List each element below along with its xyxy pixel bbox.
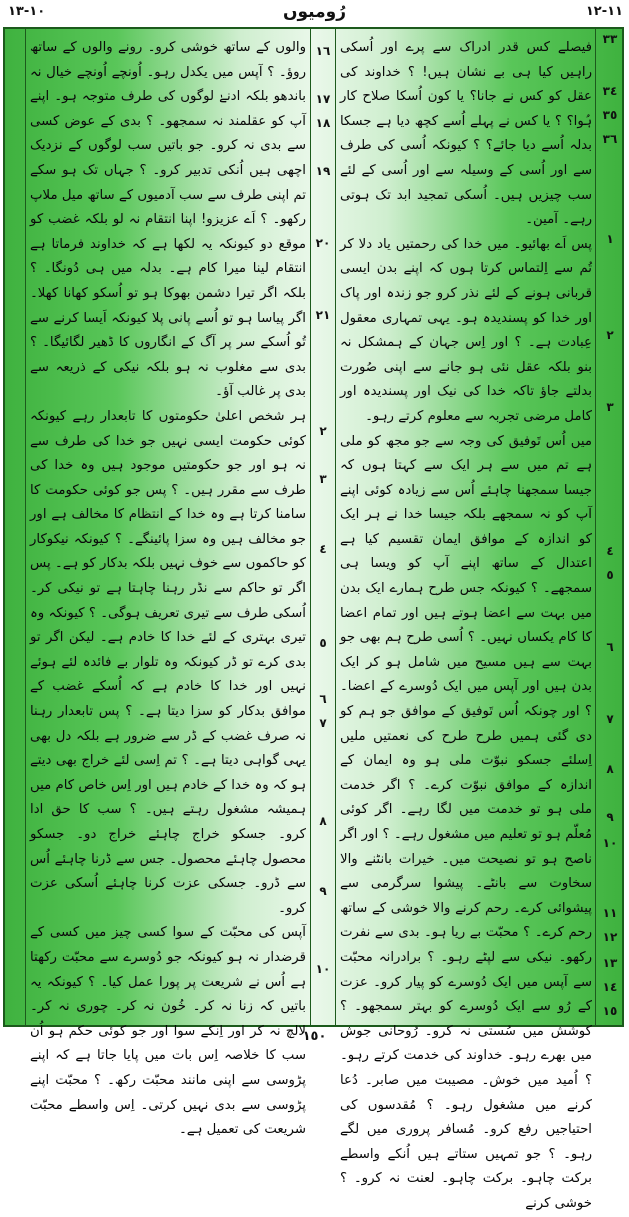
- verse-number-middle-1: ١٧: [315, 92, 331, 106]
- verse-number-right-7: ٤: [606, 544, 614, 558]
- book-title: رُومیوں: [283, 2, 346, 22]
- verse-number-right-12: ٩: [606, 810, 614, 824]
- verse-number-right-5: ٢: [606, 328, 614, 342]
- right-verse-numbers: [596, 32, 624, 1022]
- verse-number-middle-13: ٩: [319, 884, 327, 898]
- paragraph-ch12-end: والوں کے ساتھ خوشی کرو۔ رونے والوں کے ساتھ روؤ۔ ؟ آپس میں یکدل رہو۔ اُونچے اُونچے خیال نہ باندھو بلکہ ادنےٰ لوگوں کی طرف متوجہ ہو۔ اپنے آپ کو عقلمند نہ سمجھو۔ ؟ بدی کے عوض کسی سے بدی نہ کرو۔ جو باتیں سب لوگوں کے نزدیک اچھی ہیں اُنکی تدبیر کرو۔ ؟ جہاں تک ہو سکے تم اپنی طرف سے سب آدمیوں کے ساتھ میل ملاپ رکھو۔ ؟ اَے عزیزو! اپنا انتقام نہ لو بلکہ غضب کو موقع دو کیونکہ یہ لکھا ہے کہ خداوند فرماتا ہے انتقام لینا میرا کام ہے۔ بدلہ میں ہی دُونگا۔ ؟ بلکہ اگر تیرا دشمن بھوکا ہو تو اُسکو کھانا کھلا۔ اگر پیاسا ہو تو اُسے پانی پلا کیونکہ اَیسا کرنے سے تُو اُسکے سر پر آگ کے انگاروں کا ڈھیر لگائیگا۔ ؟ بدی سے مغلوب نہ ہو بلکہ نیکی کے ذریعہ سے بدی پر غالب آؤ۔: [30, 40, 306, 400]
- left-text-column: [30, 36, 306, 1138]
- verse-number-right-13: ١٠: [602, 836, 618, 850]
- verse-number-right-15: ١٢: [602, 930, 618, 944]
- header-chapter-right: ١١-١٢: [585, 4, 623, 19]
- verse-number-middle-6: ٢: [319, 424, 327, 438]
- page-header: [0, 0, 629, 28]
- verse-number-right-17: ١٤: [602, 980, 618, 994]
- verse-number-middle-8: ٤: [319, 542, 327, 556]
- verse-number-right-18: ١٥: [602, 1004, 618, 1018]
- verse-number-right-9: ٦: [606, 640, 614, 654]
- verse-number-middle-3: ١٩: [315, 164, 331, 178]
- paragraph-ch11-end: فیصلے کس قدر ادراک سے پرے اور اُسکی راہیں کیا ہی بے نشان ہیں! ؟ خداوند کی عقل کو کس نے جانا؟ یا کون اُسکا صلاح کار ہُوا؟ ؟ یا کس نے پہلے اُسے کچھ دیا ہے جسکا بدلہ اُسے دیا جائے؟ ؟ کیونکہ اُسی کی طرف سے اور اُسی کے وسیلہ سے اور اُسی کے لئے سب چیزیں ہیں۔ اُسکی تمجید ابد تک ہوتی رہے۔ آمین۔: [340, 40, 592, 228]
- verse-number-middle-2: ١٨: [315, 116, 331, 130]
- paragraph-ch12-gifts: میں اُس تَوفیق کی وجہ سے جو مجھ کو ملی ہے تم میں سے ہر ایک سے کہتا ہوں کہ جیسا سمجھنا چاہئے اُس سے زیادہ کوئی اپنے آپ کو نہ سمجھے بلکہ جیسا خدا نے ہر ایک کو اندازہ کے موافق ایمان تقسیم کیا ہے اعتدال کے ساتھ اپنے آپ کو ویسا ہی سمجھے۔ ؟ کیونکہ جس طرح ہمارے ایک بدن میں بہت سے اعضا ہوتے ہیں اور تمام اعضا کا کام یکساں نہیں۔ ؟ اُسی طرح ہم بھی جو بہت سے ہیں مسیح میں شامل ہو کر ایک بدن ہیں اور آپس میں ایک دُوسرے کے اعضا۔ ؟ اور چونکہ اُس تَوفیق کے موافق جو ہم کو دی گئی ہمیں طرح طرح کی نعمتیں ملیں اِسلئے جسکو نبوّت ملی ہو وہ ایمان کے اندازہ کے موافق نبوّت کرے۔ ؟ اگر خدمت ملی ہو تو خدمت میں لگا رہے۔ اگر کوئی مُعلّم ہو تو تعلیم میں مشغول رہے۔ ؟ اور اگر ناصح ہو تو نصیحت میں۔ خیرات بانٹنے والا سخاوت سے بانٹے۔ پیشوا سرگرمی سے پیشوائی کرے۔ رحم کرنے والا خوشی کے ساتھ رحم کرے۔ ؟ محبّت بے ریا ہو۔ بدی سے نفرت رکھو۔ نیکی سے لپٹے رہو۔ ؟ برادرانہ محبّت سے آپس میں ایک دُوسرے کو پیار کرو۔ عزت کے رُو سے ایک دُوسرے کو بہتر سمجھو۔ ؟ کوشش میں سُستی نہ کرو۔ رُوحانی جوش میں بھرے رہو۔ خداوند کی خدمت کرتے رہو۔ ؟ اُمید میں خوش۔ مصیبت میں صابر۔ دُعا کرنے میں مشغول رہو۔ ؟ مُقدسوں کی احتیاجیں رفع کرو۔ مُسافر پروری میں لگے رہو۔ ؟ جو تمہیں ستاتے ہیں اُنکے واسطے برکت چاہو۔ برکت چاہو۔ لعنت نہ کرو۔ ؟ خوشی کرنے: [340, 433, 592, 1211]
- verse-number-middle-12: ٨: [319, 814, 327, 828]
- verse-number-right-11: ٨: [606, 762, 614, 776]
- verse-number-right-0: ٣٣: [602, 32, 618, 46]
- middle-verse-numbers: [311, 32, 335, 1022]
- verse-number-right-6: ٣: [606, 400, 614, 414]
- verse-number-right-2: ٣٥: [602, 108, 618, 122]
- verse-number-middle-5: ٢١: [315, 308, 331, 322]
- verse-number-middle-4: ٢٠: [315, 236, 331, 250]
- verse-number-right-10: ٧: [606, 712, 614, 726]
- paragraph-ch13-authority: ہر شخص اعلیٰ حکومتوں کا تابعدار رہے کیونکہ کوئی حکومت ایسی نہیں جو خدا کی طرف سے نہ ہو اور جو حکومتیں موجود ہیں وہ خدا کی طرف سے مقرر ہیں۔ ؟ پس جو کوئی حکومت کا سامنا کرتا ہے وہ خدا کے انتظام کا مخالف ہے اور جو مخالف ہیں وہ سزا پائینگے۔ ؟ کیونکہ نیکوکار کو حاکموں سے خوف نہیں بلکہ بدکار کو ہے۔ پس اگر تو حاکم سے نڈر رہنا چاہتا ہے تو نیکی کر۔ اُسکی طرف سے تیری تعریف ہوگی۔ ؟ کیونکہ وہ تیری بہتری کے لئے خدا کا خادم ہے۔ لیکن اگر تو بدی کرے تو ڈر کیونکہ وہ تلوار بے فائدہ لئے ہوئے نہیں اور خدا کا خادم ہے کہ اُسکے غضب کے موافق بدکار کو سزا دیتا ہے۔ ؟ پس تابعدار رہنا نہ صرف غضب کے ڈر سے ضرور ہے بلکہ دل بھی یہی گواہی دیتا ہے۔ ؟ تم اِسی لئے خراج بھی دیتے ہو کہ وہ خدا کے خادم ہیں اور اِس خاص کام میں ہمیشہ مشغول رہتے ہیں۔ ؟ سب کا حق ادا کرو۔ جسکو خراج چاہئے خراج دو۔ جسکو محصول چاہئے محصول۔ جس سے ڈرنا چاہئے اُس سے ڈرو۔ جسکی عزت کرنا چاہئے اُسکی عزت کرو۔: [30, 408, 306, 916]
- page-number: ١٥٠: [302, 1029, 327, 1044]
- right-text-column: [340, 36, 592, 1211]
- verse-number-right-3: ٣٦: [602, 132, 618, 146]
- verse-number-middle-7: ٣: [319, 472, 327, 486]
- verse-number-right-8: ٥: [606, 568, 614, 582]
- verse-number-middle-14: ١٠: [315, 962, 331, 976]
- verse-number-right-14: ١١: [602, 906, 618, 920]
- verse-number-right-16: ١٣: [602, 956, 618, 970]
- paragraph-ch12-intro: پس اَے بھائیو۔ میں خدا کی رحمتیں یاد دلا کر تُم سے اِلتماس کرتا ہوں کہ اپنے بدن ایسی قربانی ہونے کے لئے نذر کرو جو زندہ اور پاک اور خدا کو پسندیدہ ہو۔ یہی تمہاری معقول عِبادت ہے۔ ؟ اور اِس جہان کے ہمشکل نہ بنو بلکہ عقل نئی ہو جانے سے اپنی صُورت بدلتے جاؤ تاکہ خدا کی نیک اور پسندیدہ اور کامل مرضی تجربہ سے معلوم کرتے رہو۔: [340, 236, 592, 424]
- divider-left: [25, 27, 26, 1027]
- verse-number-right-4: ١: [606, 232, 614, 246]
- verse-number-middle-10: ٦: [319, 692, 327, 706]
- paragraph-ch13-love: آپس کی محبّت کے سوا کسی چیز میں کسی کے قرضدار نہ ہو کیونکہ جو دُوسرے سے محبّت رکھتا ہے اُس نے شریعت پر پورا عمل کیا۔ ؟ کیونکہ یہ باتیں کہ زنا نہ کر۔ خُون نہ کر۔ چوری نہ کر۔ لالچ نہ کر اور اِنکے سوا اور جو کوئی حکم ہو اُن سب کا خلاصہ اِس بات میں پایا جاتا ہے کہ اپنے پڑوسی سے اپنی مانند محبّت رکھ۔ ؟ محبّت اپنے پڑوسی سے بدی نہیں کرتی۔ اِس واسطے محبّت شریعت کی تعمیل ہے۔: [30, 925, 306, 1138]
- verse-number-middle-11: ٧: [319, 716, 327, 730]
- header-chapter-left: ١٠-١٣: [8, 4, 46, 19]
- divider-mid-right: [335, 27, 336, 1027]
- verse-number-right-1: ٣٤: [602, 84, 618, 98]
- verse-number-middle-0: ١٦: [315, 44, 331, 58]
- verse-number-middle-9: ٥: [319, 636, 327, 650]
